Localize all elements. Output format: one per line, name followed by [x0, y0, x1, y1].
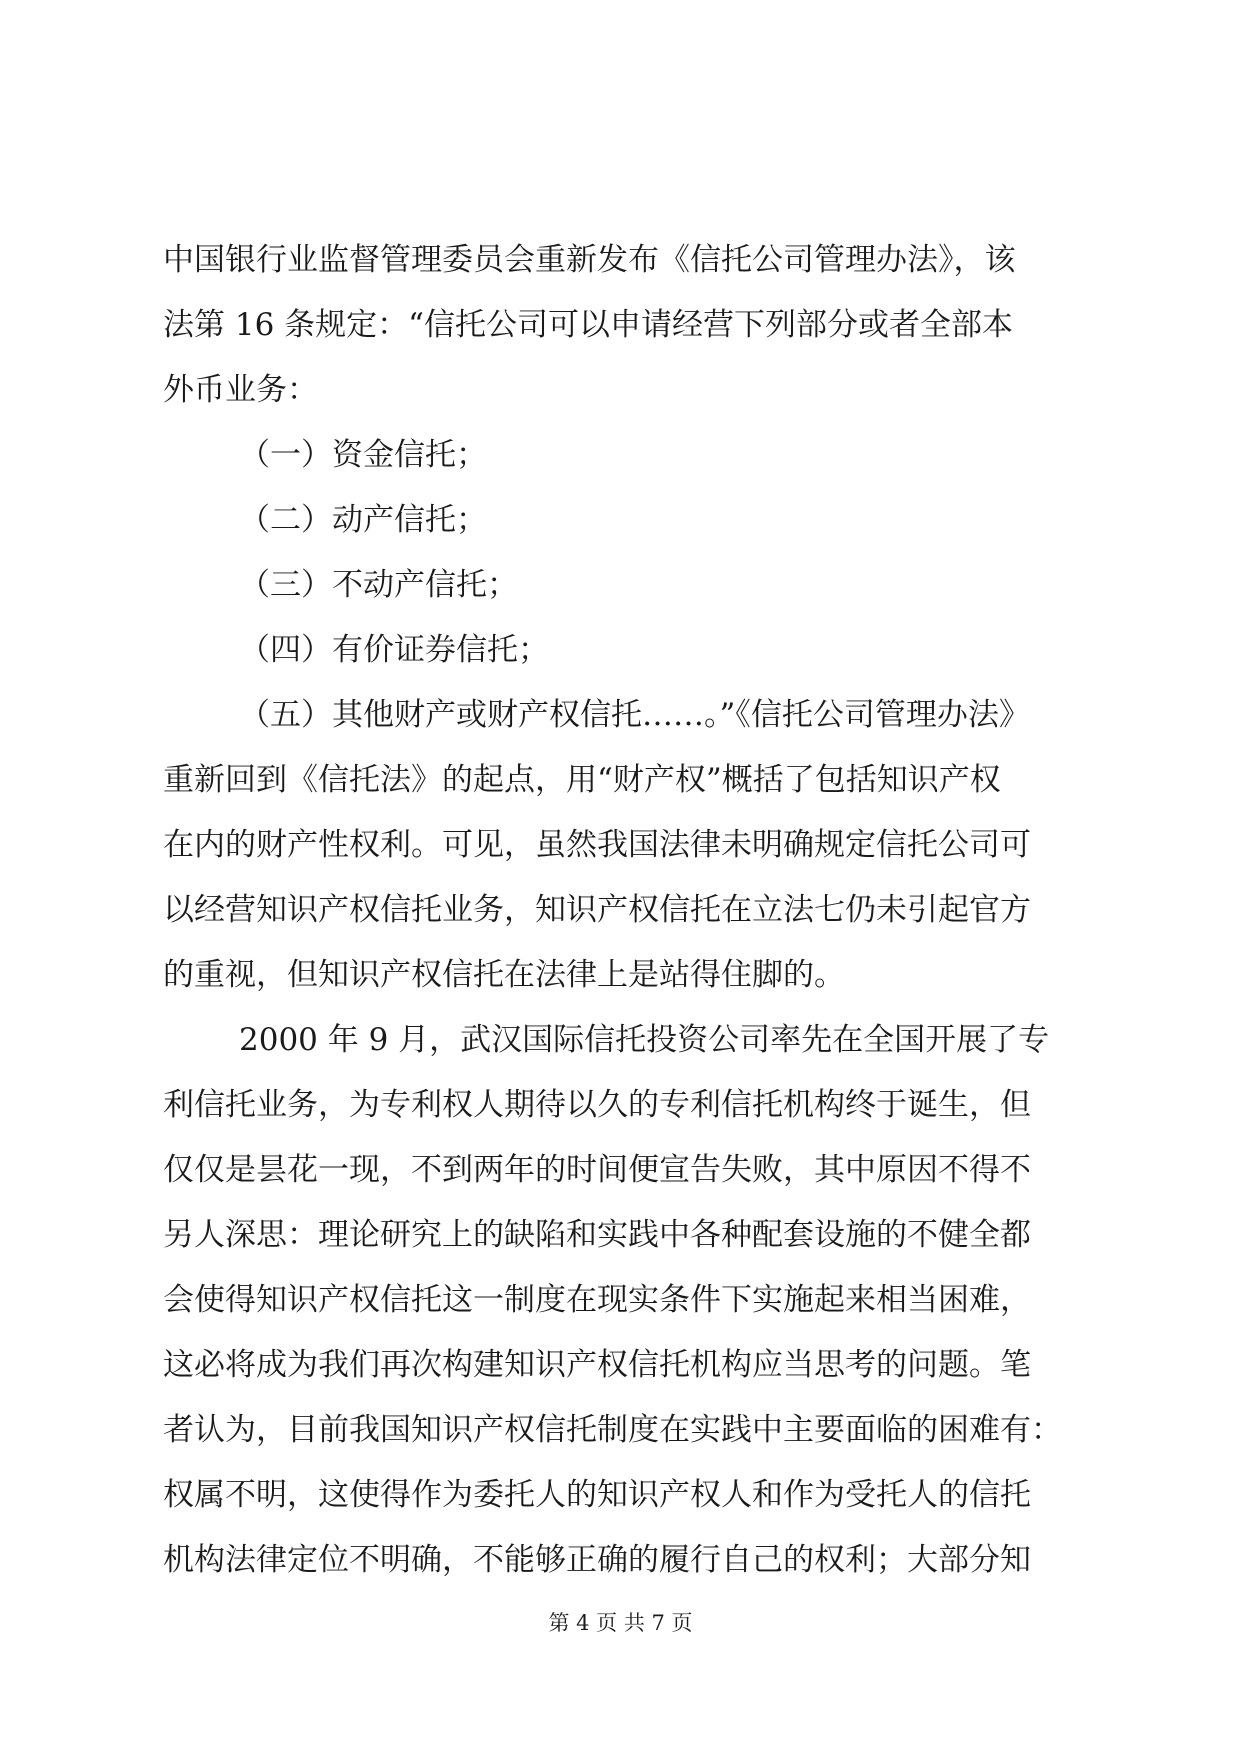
paragraph-start: 2000 年 9 月，武汉国际信托投资公司率先在全国开展了专	[239, 1022, 1050, 1058]
text-line: 以经营知识产权信托业务，知识产权信托在立法七仍未引起官方	[163, 892, 1031, 928]
text-line: 利信托业务，为专利权人期待以久的专利信托机构终于诞生，但	[163, 1087, 1031, 1123]
list-item: （五）其他财产或财产权信托……。”《信托公司管理办法》	[239, 697, 1030, 733]
list-item: （四）有价证券信托；	[239, 632, 549, 668]
list-item: （一）资金信托；	[239, 437, 487, 473]
text-line: 者认为，目前我国知识产权信托制度在实践中主要面临的困难有：	[163, 1412, 1062, 1448]
body-text	[163, 228, 1083, 1593]
text-line: 法第 16 条规定：“信托公司可以申请经营下列部分或者全部本	[163, 307, 1013, 343]
text-line: 在内的财产性权利。可见，虽然我国法律未明确规定信托公司可	[163, 827, 1031, 863]
page-number: 第 4 页 共 7 页	[548, 1611, 693, 1635]
text-line: 这必将成为我们再次构建知识产权信托机构应当思考的问题。笔	[163, 1347, 1031, 1383]
text-line: 外币业务：	[163, 372, 318, 408]
page-footer	[0, 1608, 1241, 1638]
text-line: 重新回到《信托法》的起点，用“财产权”概括了包括知识产权	[163, 762, 1001, 798]
text-line: 的重视，但知识产权信托在法律上是站得住脚的。	[163, 957, 845, 993]
text-line: 会使得知识产权信托这一制度在现实条件下实施起来相当困难，	[163, 1282, 1031, 1318]
list-item: （二）动产信托；	[239, 502, 487, 538]
text-line: 仅仅是昙花一现，不到两年的时间便宣告失败，其中原因不得不	[163, 1152, 1031, 1188]
text-line: 中国银行业监督管理委员会重新发布《信托公司管理办法》，该	[163, 242, 1016, 278]
text-line: 另人深思：理论研究上的缺陷和实践中各种配套设施的不健全都	[163, 1217, 1031, 1253]
list-item: （三）不动产信托；	[239, 567, 518, 603]
text-line: 机构法律定位不明确，不能够正确的履行自己的权利；大部分知	[163, 1542, 1031, 1578]
text-line: 权属不明，这使得作为委托人的知识产权人和作为受托人的信托	[163, 1477, 1031, 1513]
